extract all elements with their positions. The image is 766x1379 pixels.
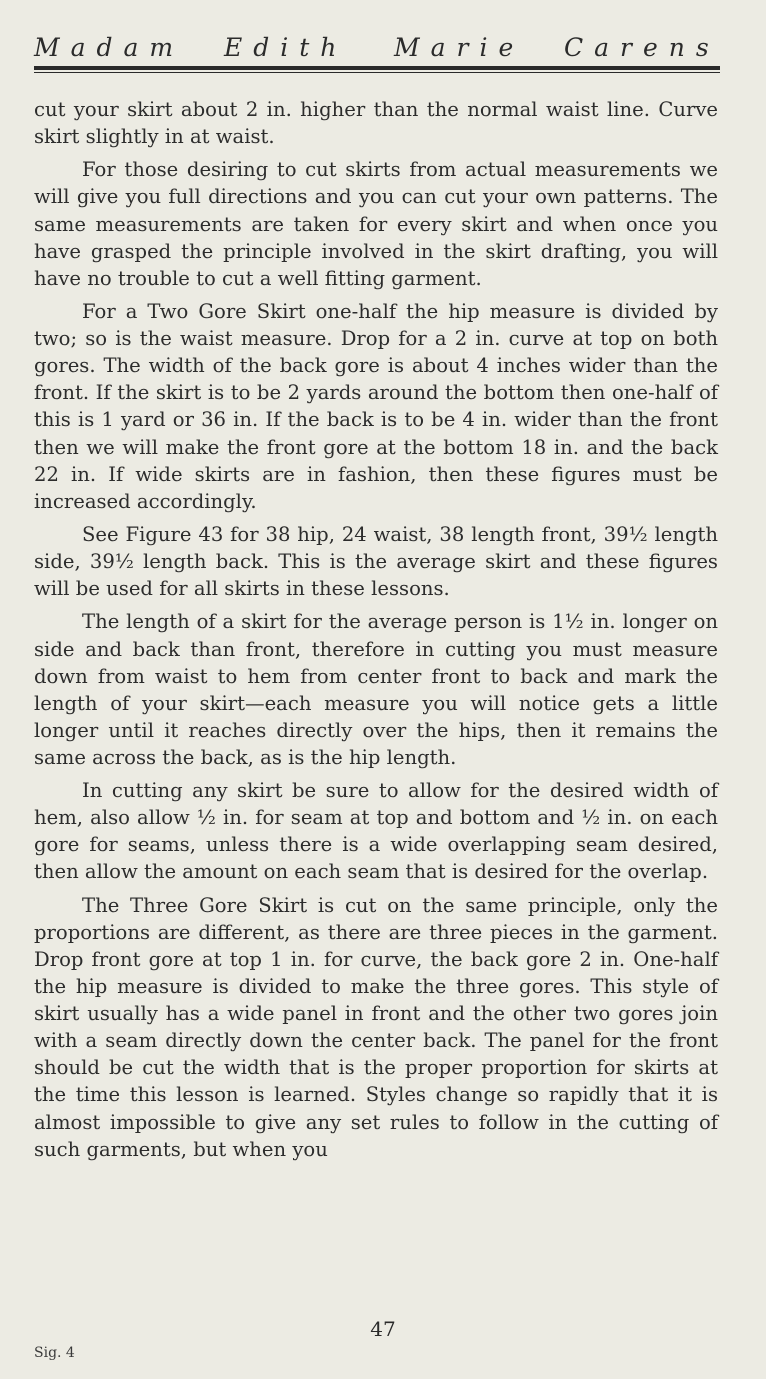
header-rule-thin [34,72,720,73]
body-text [34,96,718,1169]
header-rule-thick [34,66,720,70]
page-number: 47 [370,1317,396,1341]
header-word-madam: Madam [34,33,185,62]
paragraph-two-gore-skirt: For a Two Gore Skirt one-half the hip measure is divided by two; so is the waist measure. Drop for a 2 in. curve at top on both gores. The width of the back gore is about 4 inches wider than the front. If the skirt is to be 2 yards around the bottom then one-half of this is 1 yard or 36 in. If the back is to be 4 in. wider than the front then we will make the front gore at the bottom 18 in. and the back 22 in. If wide skirts are in fashion, then these figures must be increased accordingly. [34,300,718,513]
paragraph-continued: cut your skirt about 2 in. higher than the normal waist line. Curve skirt slightly in at waist. [34,98,718,149]
paragraph-measurements: For those desiring to cut skirts from actual measurements we will give you full directions and you can cut your own patterns. The same measurements are taken for every skirt and when once you have grasped the principle involved in the skirt drafting, you will have no trouble to cut a well fitting garment. [34,158,718,290]
paragraph-figure-43: See Figure 43 for 38 hip, 24 waist, 38 length front, 39½ length side, 39½ length back. This is the average skirt and these figures will be used for all skirts in these lessons. [34,522,718,601]
paragraph-skirt-length: The length of a skirt for the average person is 1½ in. longer on side and back than front, therefore in cutting you must measure down from waist to hem from center front to back and mark the length of your skirt—each measure you will notice gets a little longer until it reaches directly over the hips, then it remains the same across the back, as is the hip length. [34,610,718,769]
paragraph-three-gore-skirt: The Three Gore Skirt is cut on the same principle, only the proportions are different, as there are three pieces in the garment. Drop front gore at top 1 in. for curve, the back gore 2 in. One-half the hip measure is divided to make the three gores. This style of skirt usually has a wide panel in front and the other two gores join with a seam directly down the center back. The panel for the front should be cut the width that is the proper proportion for skirts at the time this lesson is learned. Styles change so rapidly that it is almost impossible to give any set rules to follow in the cutting of such garments, but when you [34,893,718,1161]
header-word-marie: Marie [394,33,525,62]
running-header [34,33,720,65]
header-word-carens: Carens [564,33,720,62]
header-word-edith: Edith [224,33,348,62]
signature-mark: Sig. 4 [34,1345,75,1361]
paragraph-hem-allowance: In cutting any skirt be sure to allow for the desired width of hem, also allow ½ in. for seam at top and bottom and ½ in. on each gore for seams, unless there is a wide overlapping seam desired, then allow the amount on each seam that is desired for the overlap. [34,779,718,884]
